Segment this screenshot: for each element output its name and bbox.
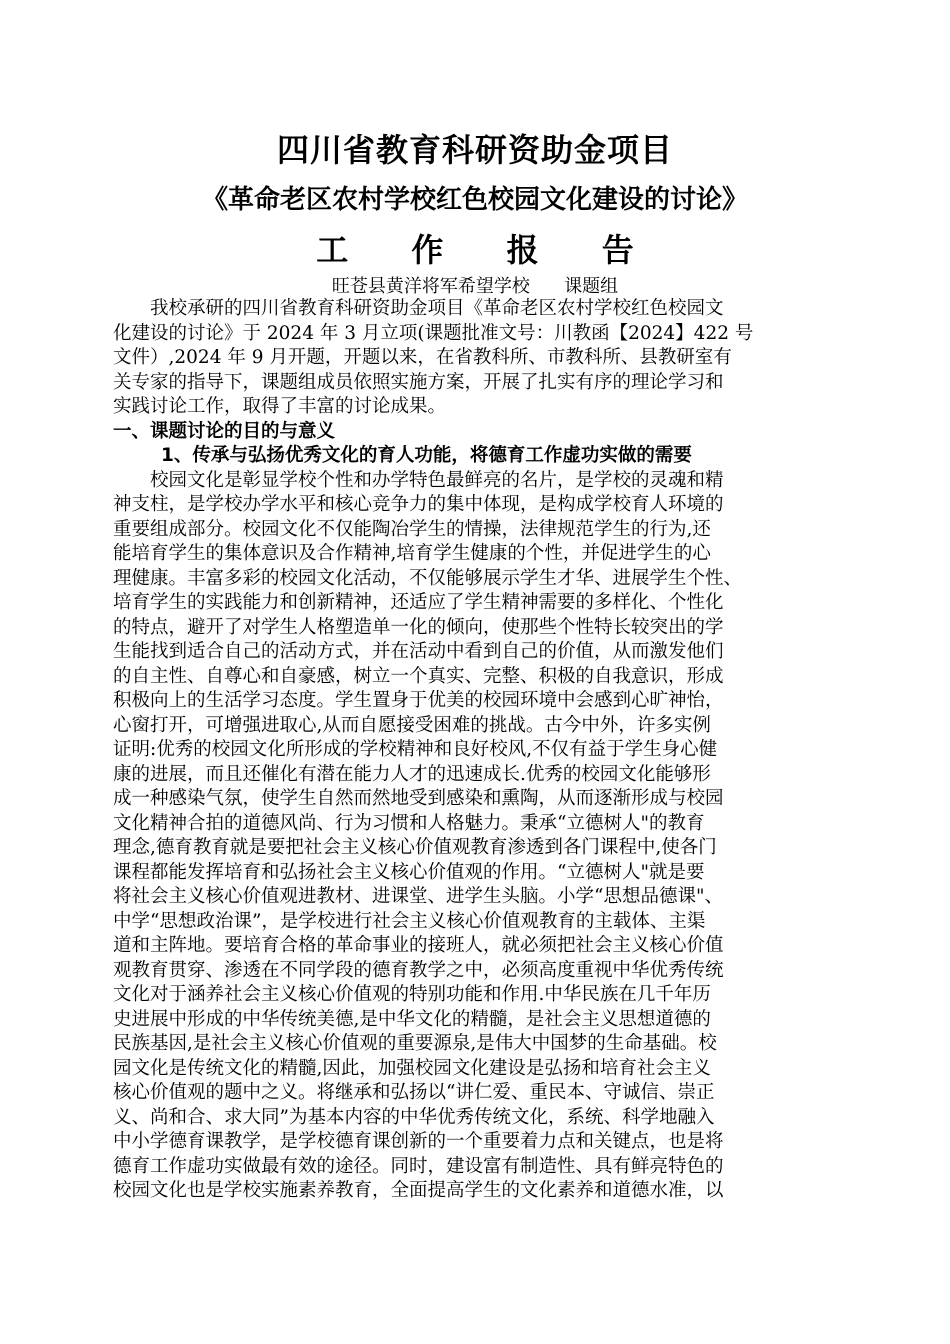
paragraph-line: 校园文化也是学校实施素养教育，全面提高学生的文化素养和道德水准，以: [113, 1180, 724, 1201]
subsection-heading: 1、传承与弘扬优秀文化的育人功能，将德育工作虚功实做的需要: [161, 445, 692, 466]
paragraph-line: 化建设的讨论》于 2024 年 3 月立项(课题批准文号：川教函【2024】422 号: [113, 322, 754, 344]
paragraph-line: 将社会主义核心价值观进教材、进课堂、进学生头脑。小学“思想品德课"、: [113, 886, 723, 907]
paragraph-line: 文件）,2024 年 9 月开题，开题以来，在省教科所、市教科所、县教研室有: [113, 347, 732, 368]
paragraph-line: 的特点，避开了对学生人格塑造单一化的倾向，使那些个性特长较突出的学: [113, 616, 724, 638]
paragraph-line: 关专家的指导下，课题组成员依照实施方案，开展了扎实有序的理论学习和: [113, 371, 724, 393]
paragraph-line: 中小学德育课教学，是学校德育课创新的一个重要着力点和关键点，也是将: [113, 1131, 724, 1152]
paragraph-line: 证明:优秀的校园文化所形成的学校精神和良好校风,不仅有益于学生身心健: [113, 739, 718, 760]
project-name: 《革命老区农村学校红色校园文化建设的讨论》: [201, 185, 748, 215]
paragraph-line: 校园文化是彰显学校个性和办学特色最鲜亮的名片，是学校的灵魂和精: [150, 469, 724, 491]
paragraph-line: 观教育贯穿、渗透在不同学段的德育教学之中，必须高度重视中华优秀传统: [113, 959, 724, 981]
paragraph-line: 德育工作虚功实做最有效的途径。同时，建设富有制造性、具有鲜亮特色的: [113, 1155, 724, 1177]
paragraph-line: 重要组成部分。校园文化不仅能陶冶学生的情操，法律规范学生的行为,还: [113, 518, 711, 540]
paragraph-line: 文化对于涵养社会主义核心价值观的特别功能和作用.中华民族在几千年历: [113, 984, 711, 1005]
report-title: 工 作 报 告: [316, 231, 660, 269]
paragraph-line: 成一种感染气氛，使学生自然而然地受到感染和熏陶，从而逐渐形成与校园: [113, 788, 724, 809]
paragraph-line: 神支柱，是学校办学水平和核心竞争力的集中体现，是构成学校育人环境的: [113, 494, 724, 515]
paragraph-line: 康的进展，而且还催化有潜在能力人才的迅速成长.优秀的校园文化能够形: [113, 763, 711, 785]
paragraph-line: 心窗打开，可增强进取心,从而自愿接受困难的挑战。古今中外，许多实例: [113, 714, 711, 736]
paragraph-line: 培育学生的实践能力和创新精神，还适应了学生精神需要的多样化、个性化: [113, 592, 724, 613]
paragraph-line: 实践讨论工作，取得了丰富的讨论成果。: [113, 396, 447, 417]
paragraph-line: 中学“思想政治课”，是学校进行社会主义核心价值观教育的主载体、主渠: [113, 910, 706, 932]
paragraph-line: 义、尚和合、求大同”为基本内容的中华优秀传统文化，系统、科学地融入: [113, 1106, 715, 1128]
paragraph-line: 我校承研的四川省教育科研资助金项目《革命老区农村学校红色校园文: [150, 298, 724, 319]
paragraph-line: 生能找到适合自己的活动方式，并在活动中看到自己的价值，从而激发他们: [113, 641, 724, 662]
paragraph-line: 园文化是传统文化的精髓,因此，加强校园文化建设是弘扬和培育社会主义: [113, 1057, 711, 1079]
paragraph-line: 的自主性、自尊心和自豪感，树立一个真实、完整、积极的自我意识，形成: [113, 665, 724, 687]
paragraph-line: 史进展中形成的中华传统美德,是中华文化的精髓，是社会主义思想道德的: [113, 1008, 711, 1030]
paragraph-line: 道和主阵地。要培育合格的革命事业的接班人，就必须把社会主义核心价值: [113, 935, 724, 956]
paragraph-line: 民族基因,是社会主义核心价值观的重要源泉,是伟大中国梦的生命基础。校: [113, 1033, 717, 1054]
document-body: [113, 297, 853, 1204]
author-line: 旺苍县黄洋将军希望学校 课题组: [331, 276, 619, 297]
paragraph-line: 理健康。丰富多彩的校园文化活动，不仅能够展示学生才华、进展学生个性、: [113, 567, 743, 589]
paragraph-line: 理念,德育教育就是要把社会主义核心价值观教育渗透到各门课程中,使各门: [113, 837, 717, 858]
section-heading: 一、课题讨论的目的与意义: [113, 420, 336, 442]
paragraph-line: 能培育学生的集体意识及合作精神,培育学生健康的个性，并促进学生的心: [113, 543, 711, 564]
paragraph-line: 文化精神合拍的道德风尚、行为习惯和人格魅力。秉承“立德树人"的教育: [113, 812, 705, 834]
paragraph-line: 课程都能发挥培育和弘扬社会主义核心价值观的作用。“立德树人"就是要: [113, 861, 705, 883]
paragraph-line: 积极向上的生活学习态度。学生置身于优美的校园环境中会感到心旷神怡，: [113, 690, 724, 711]
paragraph-line: 核心价值观的题中之义。将继承和弘扬以“讲仁爱、重民本、守诚信、崇正: [113, 1082, 715, 1103]
document-title: 四川省教育科研资助金项目: [276, 131, 673, 169]
